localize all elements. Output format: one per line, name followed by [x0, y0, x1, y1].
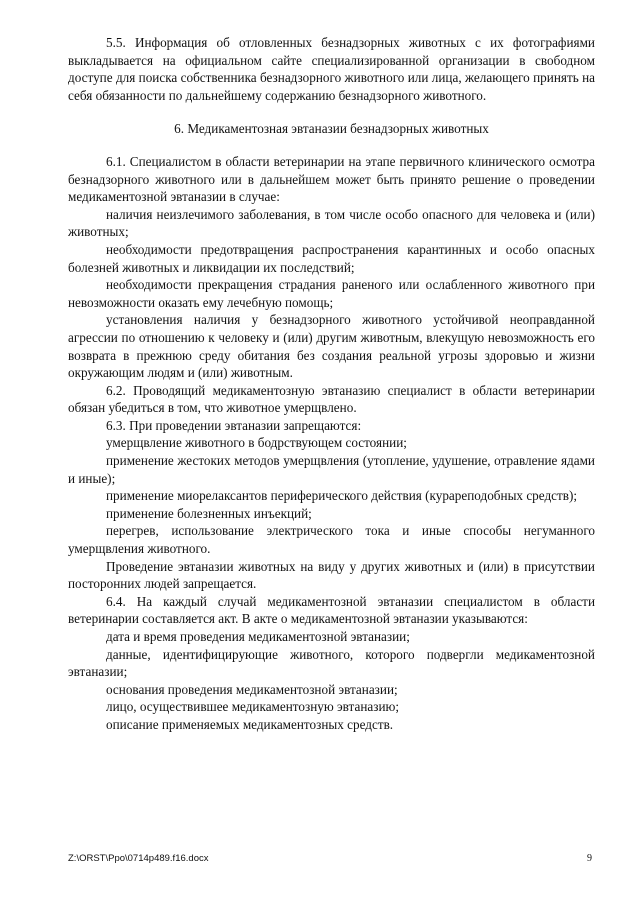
list-item: основания проведения медикаментозной эвтаназии;	[106, 681, 398, 697]
paragraph-prohibition: Проведение эвтаназии животных на виду у других животных и (или) в присутствии посторонних людей запрещается.	[68, 558, 595, 592]
list-item: умерщвление животного в бодрствующем состоянии;	[106, 435, 407, 451]
footer-file-path: Z:\ORST\Ppo\0714p489.f16.docx	[68, 853, 209, 864]
list-item: дата и время проведения медикаментозной эвтаназии;	[106, 629, 410, 644]
paragraph-6-4: 6.4. На каждый случай медикаментозной эвтаназии специалистом в области ветеринарии составляется акт. В акте о медикаментозной эвтаназии указываются:	[68, 593, 595, 627]
list-item: применение болезненных инъекций;	[106, 505, 312, 521]
paragraph-5-5: 5.5. Информация об отловленных безнадзорных животных с их фотографиями выкладывается на официальном сайте специализированной организации в свободном доступе для поиска собственника безнадзорного животного или лица, желающего принять на себя обязанности по дальнейшему содержанию безнадзорного животного.	[68, 35, 595, 103]
paragraph-6-3: 6.3. При проведении эвтаназии запрещаются:	[106, 417, 362, 433]
list-item: применение жестоких методов умерщвления (утопление, удушение, отравление ядами и иные);	[68, 453, 595, 486]
page-number: 9	[587, 853, 592, 864]
document-body	[68, 34, 595, 734]
list-item: лицо, осуществившее медикаментозную эвтаназию;	[106, 699, 400, 715]
list-item: наличия неизлечимого заболевания, в том числе особо опасного для человека и (или) животных;	[68, 206, 595, 240]
list-item: применение миорелаксантов периферического действия (курареподобных средств);	[106, 488, 578, 504]
list-item: необходимости прекращения страдания раненого или ослабленного животного при невозможности оказать ему лечебную помощь;	[68, 277, 595, 310]
paragraph-6-2: 6.2. Проводящий медикаментозную эвтаназию специалист в области ветеринарии обязан убедиться в том, что животное умерщвлено.	[68, 382, 595, 416]
list-item: необходимости предотвращения распространения карантинных и особо опасных болезней животных и ликвидации их последствий;	[68, 241, 595, 275]
list-item: перегрев, использование электрического тока и иные способы негуманного умерщвления животного.	[68, 523, 595, 557]
section-6-heading: 6. Медикаментозная эвтаназии безнадзорных животных	[174, 121, 489, 137]
list-item: установления наличия у безнадзорного животного устойчивой неоправданной агрессии по отношению к человеку и (или) другим животным, влекущую невозможность его возврата в прежнюю среду обитания без создания реальной угрозы здоровью и жизни окружающим людям и (или) животным.	[68, 312, 595, 381]
list-item: данные, идентифицирующие животного, которого подвергли медикаментозной эвтаназии;	[68, 646, 595, 680]
paragraph-6-1: 6.1. Специалистом в области ветеринарии на этапе первичного клинического осмотра безнадзорного животного или в дальнейшем может быть принято решение о проведении медикаментозной эвтаназии в случае:	[68, 153, 595, 205]
list-item: описание применяемых медикаментозных средств.	[106, 716, 394, 732]
